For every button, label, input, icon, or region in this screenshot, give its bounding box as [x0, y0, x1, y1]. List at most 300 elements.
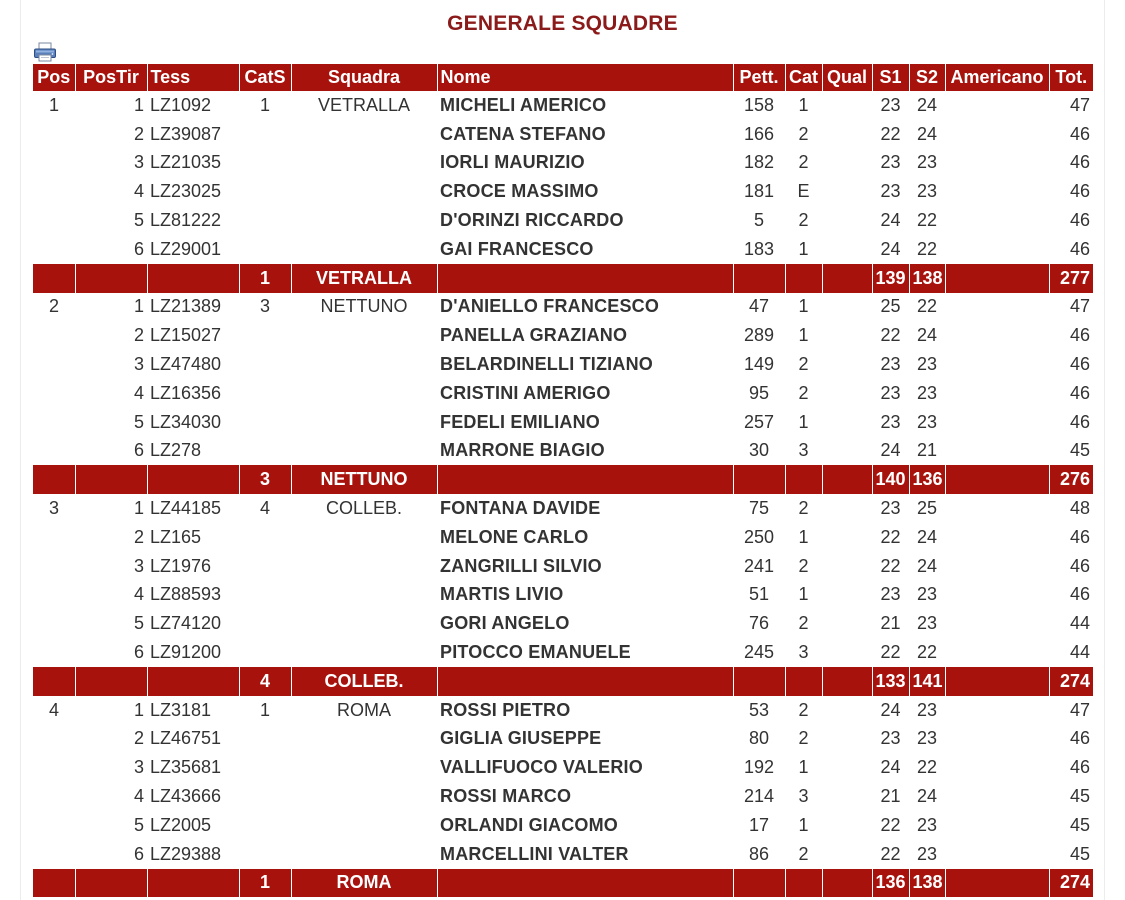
table-row: [33, 235, 1093, 264]
qual-cell: [822, 408, 872, 437]
s2-cell: 23: [916, 411, 938, 432]
nome-cell: MARRONE BIAGIO: [440, 440, 605, 461]
table-row: [33, 494, 1093, 523]
postir-cell: 6: [133, 440, 144, 461]
pett-cell: 51: [748, 584, 770, 605]
nome-cell: D'ANIELLO FRANCESCO: [440, 296, 660, 317]
squadra-cell: COLLEB.: [325, 498, 403, 519]
nome-cell: GAI FRANCESCO: [440, 238, 594, 259]
nome-cell: FONTANA DAVIDE: [440, 498, 601, 519]
total-qual-cell: [822, 465, 872, 494]
squadra-cell: [291, 437, 437, 466]
table-row: [33, 840, 1093, 869]
cat-cell: 3: [798, 786, 809, 807]
s2-cell: 22: [916, 210, 938, 231]
postir-cell: 1: [133, 699, 144, 720]
pett-cell: 30: [748, 440, 770, 461]
s1-cell: 23: [880, 411, 901, 432]
total-pos-cell: [33, 465, 75, 494]
total-cat-cell: [785, 465, 822, 494]
cat-cell: 1: [798, 325, 809, 346]
cats-cell: [239, 177, 291, 206]
pos-cell: [33, 350, 75, 379]
tess-cell: LZ15027: [150, 325, 222, 346]
cats-cell: [239, 609, 291, 638]
table-row: [33, 293, 1093, 322]
postir-cell: 5: [133, 613, 144, 634]
table-row: [33, 321, 1093, 350]
pos-cell: [33, 782, 75, 811]
pett-cell: 17: [748, 814, 770, 835]
pett-cell: 182: [743, 152, 775, 173]
total-cat-cell: [785, 869, 822, 898]
tess-cell: LZ21389: [150, 296, 222, 317]
postir-cell: 4: [133, 382, 144, 403]
col-header-nome: Nome: [437, 64, 733, 91]
table-row: [33, 177, 1093, 206]
col-header-qual: Qual: [822, 64, 872, 91]
nome-cell: ORLANDI GIACOMO: [440, 814, 618, 835]
pos-cell: [33, 552, 75, 581]
total-qual-cell: [822, 869, 872, 898]
total-s1-cell: 140: [872, 465, 909, 494]
total-pos-cell: [33, 264, 75, 293]
squadra-cell: [291, 840, 437, 869]
total-nome-cell: [437, 869, 733, 898]
tess-cell: LZ35681: [150, 757, 222, 778]
total-s1-cell: 136: [872, 869, 909, 898]
postir-cell: 6: [133, 642, 144, 663]
total-squadra-cell: ROMA: [291, 869, 437, 898]
postir-cell: 1: [133, 94, 144, 115]
table-row: [33, 91, 1093, 120]
s2-cell: 23: [916, 613, 938, 634]
total-s2-cell: 138: [909, 264, 945, 293]
pett-cell: 166: [743, 123, 775, 144]
page-title: GENERALE SQUADRE: [447, 12, 678, 35]
table-row: [33, 149, 1093, 178]
total-pett-cell: [733, 667, 785, 696]
table-row: [33, 782, 1093, 811]
tot-cell: 46: [1069, 152, 1090, 173]
postir-cell: 3: [133, 152, 144, 173]
cat-cell: 1: [798, 757, 809, 778]
s1-cell: 21: [880, 613, 901, 634]
tess-cell: LZ47480: [150, 354, 222, 375]
cats-cell: 1: [259, 94, 270, 115]
tess-cell: LZ39087: [150, 123, 222, 144]
squadra-cell: [291, 581, 437, 610]
col-header-cat: Cat: [785, 64, 822, 91]
cat-cell: 2: [798, 123, 809, 144]
table-row: [33, 552, 1093, 581]
tot-cell: 47: [1069, 296, 1090, 317]
americano-cell: [945, 408, 1049, 437]
pett-cell: 241: [743, 555, 775, 576]
nome-cell: PANELLA GRAZIANO: [440, 325, 628, 346]
total-pett-cell: [733, 465, 785, 494]
americano-cell: [945, 523, 1049, 552]
s1-cell: 22: [880, 123, 901, 144]
cats-cell: [239, 581, 291, 610]
pos-cell: [33, 437, 75, 466]
tess-cell: LZ16356: [150, 382, 222, 403]
americano-cell: [945, 753, 1049, 782]
qual-cell: [822, 379, 872, 408]
americano-cell: [945, 581, 1049, 610]
print-icon[interactable]: [33, 42, 57, 62]
postir-cell: 6: [133, 843, 144, 864]
col-header-pos: Pos: [33, 64, 75, 91]
squadra-cell: [291, 350, 437, 379]
s2-cell: 25: [916, 498, 938, 519]
squadra-cell: [291, 408, 437, 437]
cat-cell: 1: [798, 814, 809, 835]
pett-cell: 86: [748, 843, 770, 864]
page-border-left: [20, 0, 21, 900]
postir-cell: 4: [133, 181, 144, 202]
postir-cell: 5: [133, 210, 144, 231]
s1-cell: 22: [880, 843, 901, 864]
americano-cell: [945, 811, 1049, 840]
total-americano-cell: [945, 264, 1049, 293]
pos-cell: [33, 725, 75, 754]
nome-cell: CRISTINI AMERIGO: [440, 382, 611, 403]
cat-cell: 3: [798, 642, 809, 663]
total-tot-cell: 274: [1049, 869, 1093, 898]
pos-cell: [33, 408, 75, 437]
pos-cell: [33, 321, 75, 350]
s1-cell: 23: [880, 584, 901, 605]
qual-cell: [822, 609, 872, 638]
cats-cell: [239, 638, 291, 667]
table-row: [33, 753, 1093, 782]
total-pett-cell: [733, 869, 785, 898]
pos-cell: [33, 177, 75, 206]
americano-cell: [945, 149, 1049, 178]
total-postir-cell: [75, 869, 147, 898]
qual-cell: [822, 753, 872, 782]
total-cat-cell: [785, 264, 822, 293]
cats-cell: 4: [259, 498, 270, 519]
pos-cell: [33, 581, 75, 610]
col-header-americano: Americano: [945, 64, 1049, 91]
cats-cell: [239, 840, 291, 869]
tot-cell: 46: [1069, 210, 1090, 231]
total-nome-cell: [437, 667, 733, 696]
tot-cell: 46: [1069, 325, 1090, 346]
col-header-tot: Tot.: [1049, 64, 1093, 91]
total-postir-cell: [75, 264, 147, 293]
cats-cell: [239, 321, 291, 350]
tess-cell: LZ74120: [150, 613, 222, 634]
cat-cell: 3: [798, 440, 809, 461]
nome-cell: GIGLIA GIUSEPPE: [440, 728, 602, 749]
squadra-cell: [291, 149, 437, 178]
table-row: [33, 696, 1093, 725]
tot-cell: 46: [1069, 411, 1090, 432]
qual-cell: [822, 840, 872, 869]
nome-cell: FEDELI EMILIANO: [440, 411, 600, 432]
tess-cell: LZ29388: [150, 843, 222, 864]
s1-cell: 24: [880, 757, 901, 778]
pos-cell: 2: [48, 296, 59, 317]
pos-cell: [33, 523, 75, 552]
cat-cell: 1: [798, 94, 809, 115]
total-pos-cell: [33, 869, 75, 898]
qual-cell: [822, 206, 872, 235]
americano-cell: [945, 725, 1049, 754]
tess-cell: LZ88593: [150, 584, 222, 605]
nome-cell: BELARDINELLI TIZIANO: [440, 354, 653, 375]
pos-cell: [33, 206, 75, 235]
total-tess-cell: [147, 667, 239, 696]
cat-cell: 2: [798, 498, 809, 519]
cats-cell: 3: [259, 296, 270, 317]
table-row: [33, 437, 1093, 466]
table-row: [33, 206, 1093, 235]
postir-cell: 2: [133, 325, 144, 346]
cats-cell: [239, 437, 291, 466]
americano-cell: [945, 494, 1049, 523]
tess-cell: LZ43666: [150, 786, 222, 807]
total-pett-cell: [733, 264, 785, 293]
tess-cell: LZ165: [150, 526, 202, 547]
col-header-s2: S2: [909, 64, 945, 91]
americano-cell: [945, 206, 1049, 235]
total-americano-cell: [945, 869, 1049, 898]
total-nome-cell: [437, 264, 733, 293]
cats-cell: [239, 753, 291, 782]
cat-cell: 2: [798, 555, 809, 576]
squadra-cell: ROMA: [337, 699, 391, 720]
cat-cell: 2: [798, 210, 809, 231]
nome-cell: MICHELI AMERICO: [440, 94, 607, 115]
postir-cell: 3: [133, 354, 144, 375]
qual-cell: [822, 811, 872, 840]
tot-cell: 47: [1069, 94, 1090, 115]
s2-cell: 23: [916, 699, 938, 720]
tess-cell: LZ44185: [150, 498, 222, 519]
nome-cell: MELONE CARLO: [440, 526, 589, 547]
tot-cell: 46: [1069, 382, 1090, 403]
squadra-cell: [291, 725, 437, 754]
s1-cell: 22: [880, 814, 901, 835]
total-tot-cell: 274: [1049, 667, 1093, 696]
cats-cell: [239, 379, 291, 408]
s1-cell: 24: [880, 699, 901, 720]
total-nome-cell: [437, 465, 733, 494]
squadra-cell: [291, 753, 437, 782]
pos-cell: [33, 235, 75, 264]
squadra-cell: [291, 206, 437, 235]
pett-cell: 76: [748, 613, 770, 634]
pett-cell: 192: [743, 757, 775, 778]
cat-cell: 2: [798, 843, 809, 864]
pos-cell: 4: [48, 699, 59, 720]
page-border-right: [1104, 0, 1105, 900]
tot-cell: 46: [1069, 181, 1090, 202]
total-tot-cell: 276: [1049, 465, 1093, 494]
tot-cell: 46: [1069, 584, 1090, 605]
tess-cell: LZ278: [150, 440, 202, 461]
s2-cell: 23: [916, 382, 938, 403]
squadra-cell: [291, 638, 437, 667]
total-qual-cell: [822, 264, 872, 293]
pett-cell: 149: [743, 354, 775, 375]
team-total-row: [33, 465, 1093, 494]
nome-cell: ROSSI PIETRO: [440, 699, 571, 720]
total-americano-cell: [945, 465, 1049, 494]
qual-cell: [822, 149, 872, 178]
squadra-cell: [291, 379, 437, 408]
nome-cell: GORI ANGELO: [440, 613, 570, 634]
squadra-cell: [291, 782, 437, 811]
tot-cell: 46: [1069, 757, 1090, 778]
cats-cell: [239, 782, 291, 811]
tot-cell: 46: [1069, 526, 1090, 547]
total-s1-cell: 133: [872, 667, 909, 696]
s2-cell: 23: [916, 152, 938, 173]
qual-cell: [822, 437, 872, 466]
s1-cell: 22: [880, 642, 901, 663]
total-cats-cell: 1: [239, 264, 291, 293]
total-pos-cell: [33, 667, 75, 696]
tot-cell: 45: [1069, 786, 1090, 807]
pett-cell: 95: [748, 382, 770, 403]
table-row: [33, 609, 1093, 638]
pett-cell: 183: [743, 238, 775, 259]
cats-cell: [239, 725, 291, 754]
squadra-cell: [291, 552, 437, 581]
squadra-cell: [291, 235, 437, 264]
postir-cell: 2: [133, 728, 144, 749]
s2-cell: 24: [916, 94, 938, 115]
tess-cell: LZ91200: [150, 642, 222, 663]
americano-cell: [945, 840, 1049, 869]
qual-cell: [822, 235, 872, 264]
nome-cell: CROCE MASSIMO: [440, 181, 599, 202]
tess-cell: LZ34030: [150, 411, 222, 432]
total-postir-cell: [75, 465, 147, 494]
tess-cell: LZ21035: [150, 152, 222, 173]
tess-cell: LZ2005: [150, 814, 212, 835]
total-tess-cell: [147, 869, 239, 898]
squadra-cell: [291, 177, 437, 206]
pett-cell: 289: [743, 325, 775, 346]
total-squadra-cell: COLLEB.: [291, 667, 437, 696]
col-header-pett: Pett.: [733, 64, 785, 91]
s1-cell: 22: [880, 555, 901, 576]
pos-cell: [33, 149, 75, 178]
squadra-cell: [291, 523, 437, 552]
s1-cell: 24: [880, 238, 901, 259]
qual-cell: [822, 350, 872, 379]
total-americano-cell: [945, 667, 1049, 696]
squadra-cell: [291, 609, 437, 638]
postir-cell: 2: [133, 123, 144, 144]
qual-cell: [822, 782, 872, 811]
table-row: [33, 638, 1093, 667]
cats-cell: [239, 523, 291, 552]
tess-cell: LZ29001: [150, 238, 222, 259]
squadra-cell: [291, 811, 437, 840]
cat-cell: 1: [798, 238, 809, 259]
tot-cell: 46: [1069, 354, 1090, 375]
total-cats-cell: 4: [239, 667, 291, 696]
s2-cell: 23: [916, 843, 938, 864]
table-header-row: [33, 64, 1093, 91]
qual-cell: [822, 91, 872, 120]
total-squadra-cell: NETTUNO: [291, 465, 437, 494]
s2-cell: 24: [916, 555, 938, 576]
team-total-row: [33, 869, 1093, 898]
squadra-cell: [291, 120, 437, 149]
tess-cell: LZ3181: [150, 699, 212, 720]
cat-cell: 2: [798, 354, 809, 375]
s2-cell: 22: [916, 642, 938, 663]
americano-cell: [945, 235, 1049, 264]
team-total-row: [33, 667, 1093, 696]
tot-cell: 46: [1069, 123, 1090, 144]
postir-cell: 3: [133, 757, 144, 778]
total-s2-cell: 138: [909, 869, 945, 898]
tot-cell: 44: [1069, 613, 1090, 634]
nome-cell: MARCELLINI VALTER: [440, 843, 629, 864]
cat-cell: 2: [798, 613, 809, 634]
qual-cell: [822, 293, 872, 322]
total-squadra-cell: VETRALLA: [291, 264, 437, 293]
tot-cell: 46: [1069, 238, 1090, 259]
pett-cell: 257: [743, 411, 775, 432]
nome-cell: CATENA STEFANO: [440, 123, 606, 144]
col-header-postir: PosTir: [75, 64, 147, 91]
cats-cell: [239, 149, 291, 178]
table-row: [33, 581, 1093, 610]
pos-cell: 1: [48, 94, 59, 115]
tess-cell: LZ81222: [150, 210, 222, 231]
nome-cell: IORLI MAURIZIO: [440, 152, 585, 173]
s2-cell: 23: [916, 728, 938, 749]
pos-cell: [33, 379, 75, 408]
qual-cell: [822, 581, 872, 610]
pett-cell: 53: [748, 699, 770, 720]
qual-cell: [822, 120, 872, 149]
s1-cell: 23: [880, 152, 901, 173]
pett-cell: 158: [743, 94, 775, 115]
table-row: [33, 408, 1093, 437]
qual-cell: [822, 725, 872, 754]
postir-cell: 2: [133, 526, 144, 547]
cat-cell: 2: [798, 152, 809, 173]
total-cats-cell: 1: [239, 869, 291, 898]
s1-cell: 23: [880, 382, 901, 403]
table-row: [33, 120, 1093, 149]
americano-cell: [945, 552, 1049, 581]
total-tess-cell: [147, 264, 239, 293]
s1-cell: 25: [880, 296, 901, 317]
total-tess-cell: [147, 465, 239, 494]
qual-cell: [822, 696, 872, 725]
s2-cell: 22: [916, 296, 938, 317]
total-cat-cell: [785, 667, 822, 696]
results-body: [33, 91, 1093, 897]
tot-cell: 45: [1069, 843, 1090, 864]
qual-cell: [822, 177, 872, 206]
table-row: [33, 379, 1093, 408]
total-postir-cell: [75, 667, 147, 696]
s2-cell: 22: [916, 757, 938, 778]
